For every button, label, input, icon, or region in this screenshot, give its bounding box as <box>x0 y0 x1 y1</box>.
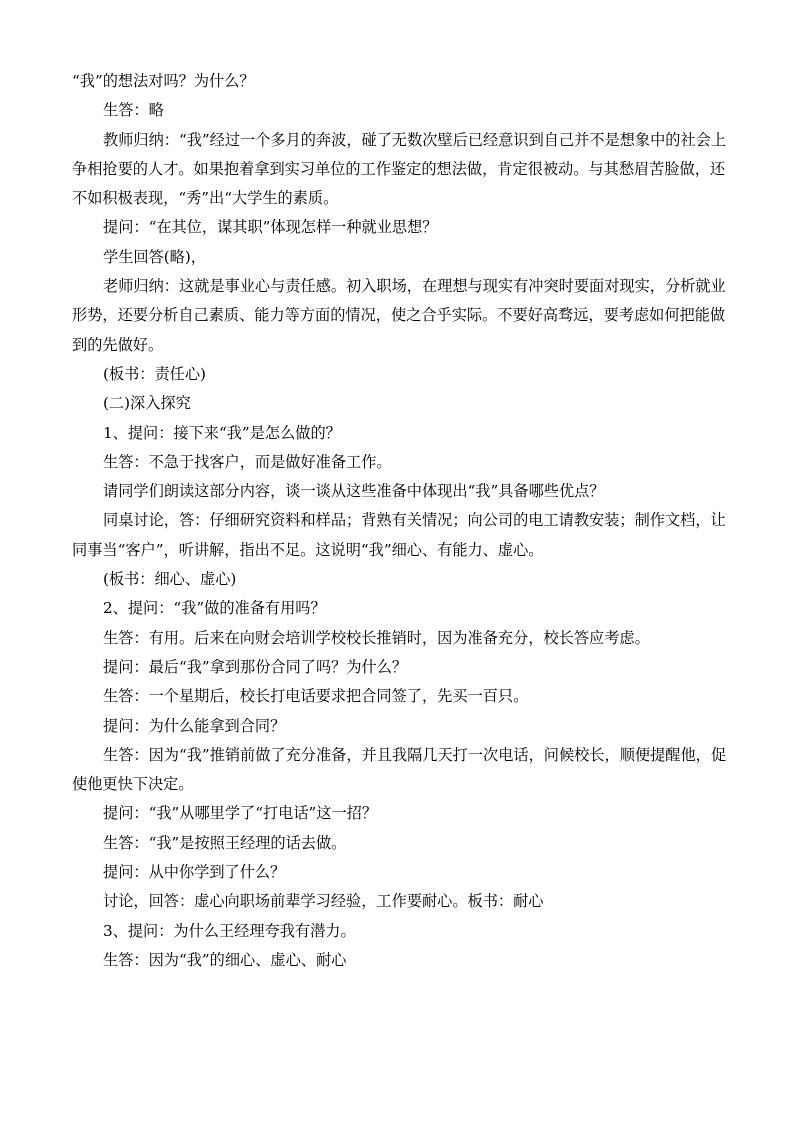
paragraph: 教师归纳：“我”经过一个多月的奔波，碰了无数次壁后已经意识到自己并不是想象中的社会上争相抢要的人才。如果抱着拿到实习单位的工作鉴定的想法做，肯定很被动。与其愁眉苦脸做，还不如积极表现，“秀”出“大学生的素质。 <box>72 130 727 208</box>
paragraph: “我”的想法对吗？为什么？ <box>72 72 255 90</box>
paragraph: 3、提问：为什么王经理夸我有潜力。 <box>103 921 356 940</box>
paragraph: 提问：“我”从哪里学了“打电话”这一招？ <box>103 804 378 823</box>
paragraph: 提问：“在其位，谋其职”体现怎样一种就业思想？ <box>103 218 438 237</box>
paragraph: 讨论，回答：虚心向职场前辈学习经验，工作要耐心。板书：耐心 <box>103 892 544 911</box>
paragraph: 请同学们朗读这部分内容，谈一谈从这些准备中体现出“我”具备哪些优点？ <box>103 482 605 501</box>
paragraph: 生答：略 <box>103 101 164 120</box>
paragraph: 学生回答(略)， <box>103 247 206 266</box>
paragraph: 生答：一个星期后，校长打电话要求把合同签了，先买一百只。 <box>103 687 529 706</box>
paragraph: 2、提问：“我”做的准备有用吗？ <box>103 599 326 618</box>
paragraph: 提问：为什么能拿到合同？ <box>103 716 286 735</box>
section-heading: (二)深入探究 <box>103 394 191 413</box>
paragraph: 生答：因为“我”的细心、虚心、耐心 <box>103 950 347 969</box>
paragraph: 1、提问：接下来“我”是怎么做的？ <box>103 423 341 442</box>
paragraph: 老师归纳：这就是事业心与责任感。初入职场，在理想与现实有冲突时要面对现实，分析就业形势，还要分析自己素质、能力等方面的情况，使之合乎实际。不要好高骛远，要考虑如何把能做到的先做好。 <box>72 277 726 354</box>
paragraph: 同桌讨论，答：仔细研究资料和样品；背熟有关情况；向公司的电工请教安装；制作文档，让同事当“客户”，听讲解，指出不足。这说明“我”细心、有能力、虚心。 <box>72 511 726 559</box>
paragraph: 生答：有用。后来在向财会培训学校校长推销时，因为准备充分，校长答应考虑。 <box>103 628 650 647</box>
paragraph: 提问：从中你学到了什么？ <box>103 863 286 882</box>
document-body <box>72 67 728 975</box>
paragraph: (板书：责任心) <box>103 364 206 383</box>
paragraph: 生答：“我”是按照王经理的话去做。 <box>103 833 347 852</box>
paragraph: (板书：细心、虚心) <box>103 570 237 589</box>
paragraph: 生答：不急于找客户，而是做好准备工作。 <box>103 452 392 471</box>
paragraph: 提问：最后“我”拿到那份合同了吗？为什么？ <box>103 657 408 676</box>
paragraph: 生答：因为“我”推销前做了充分准备，并且我隔几天打一次电话，问候校长，顺便提醒他，促使他更快下决定。 <box>72 745 727 794</box>
